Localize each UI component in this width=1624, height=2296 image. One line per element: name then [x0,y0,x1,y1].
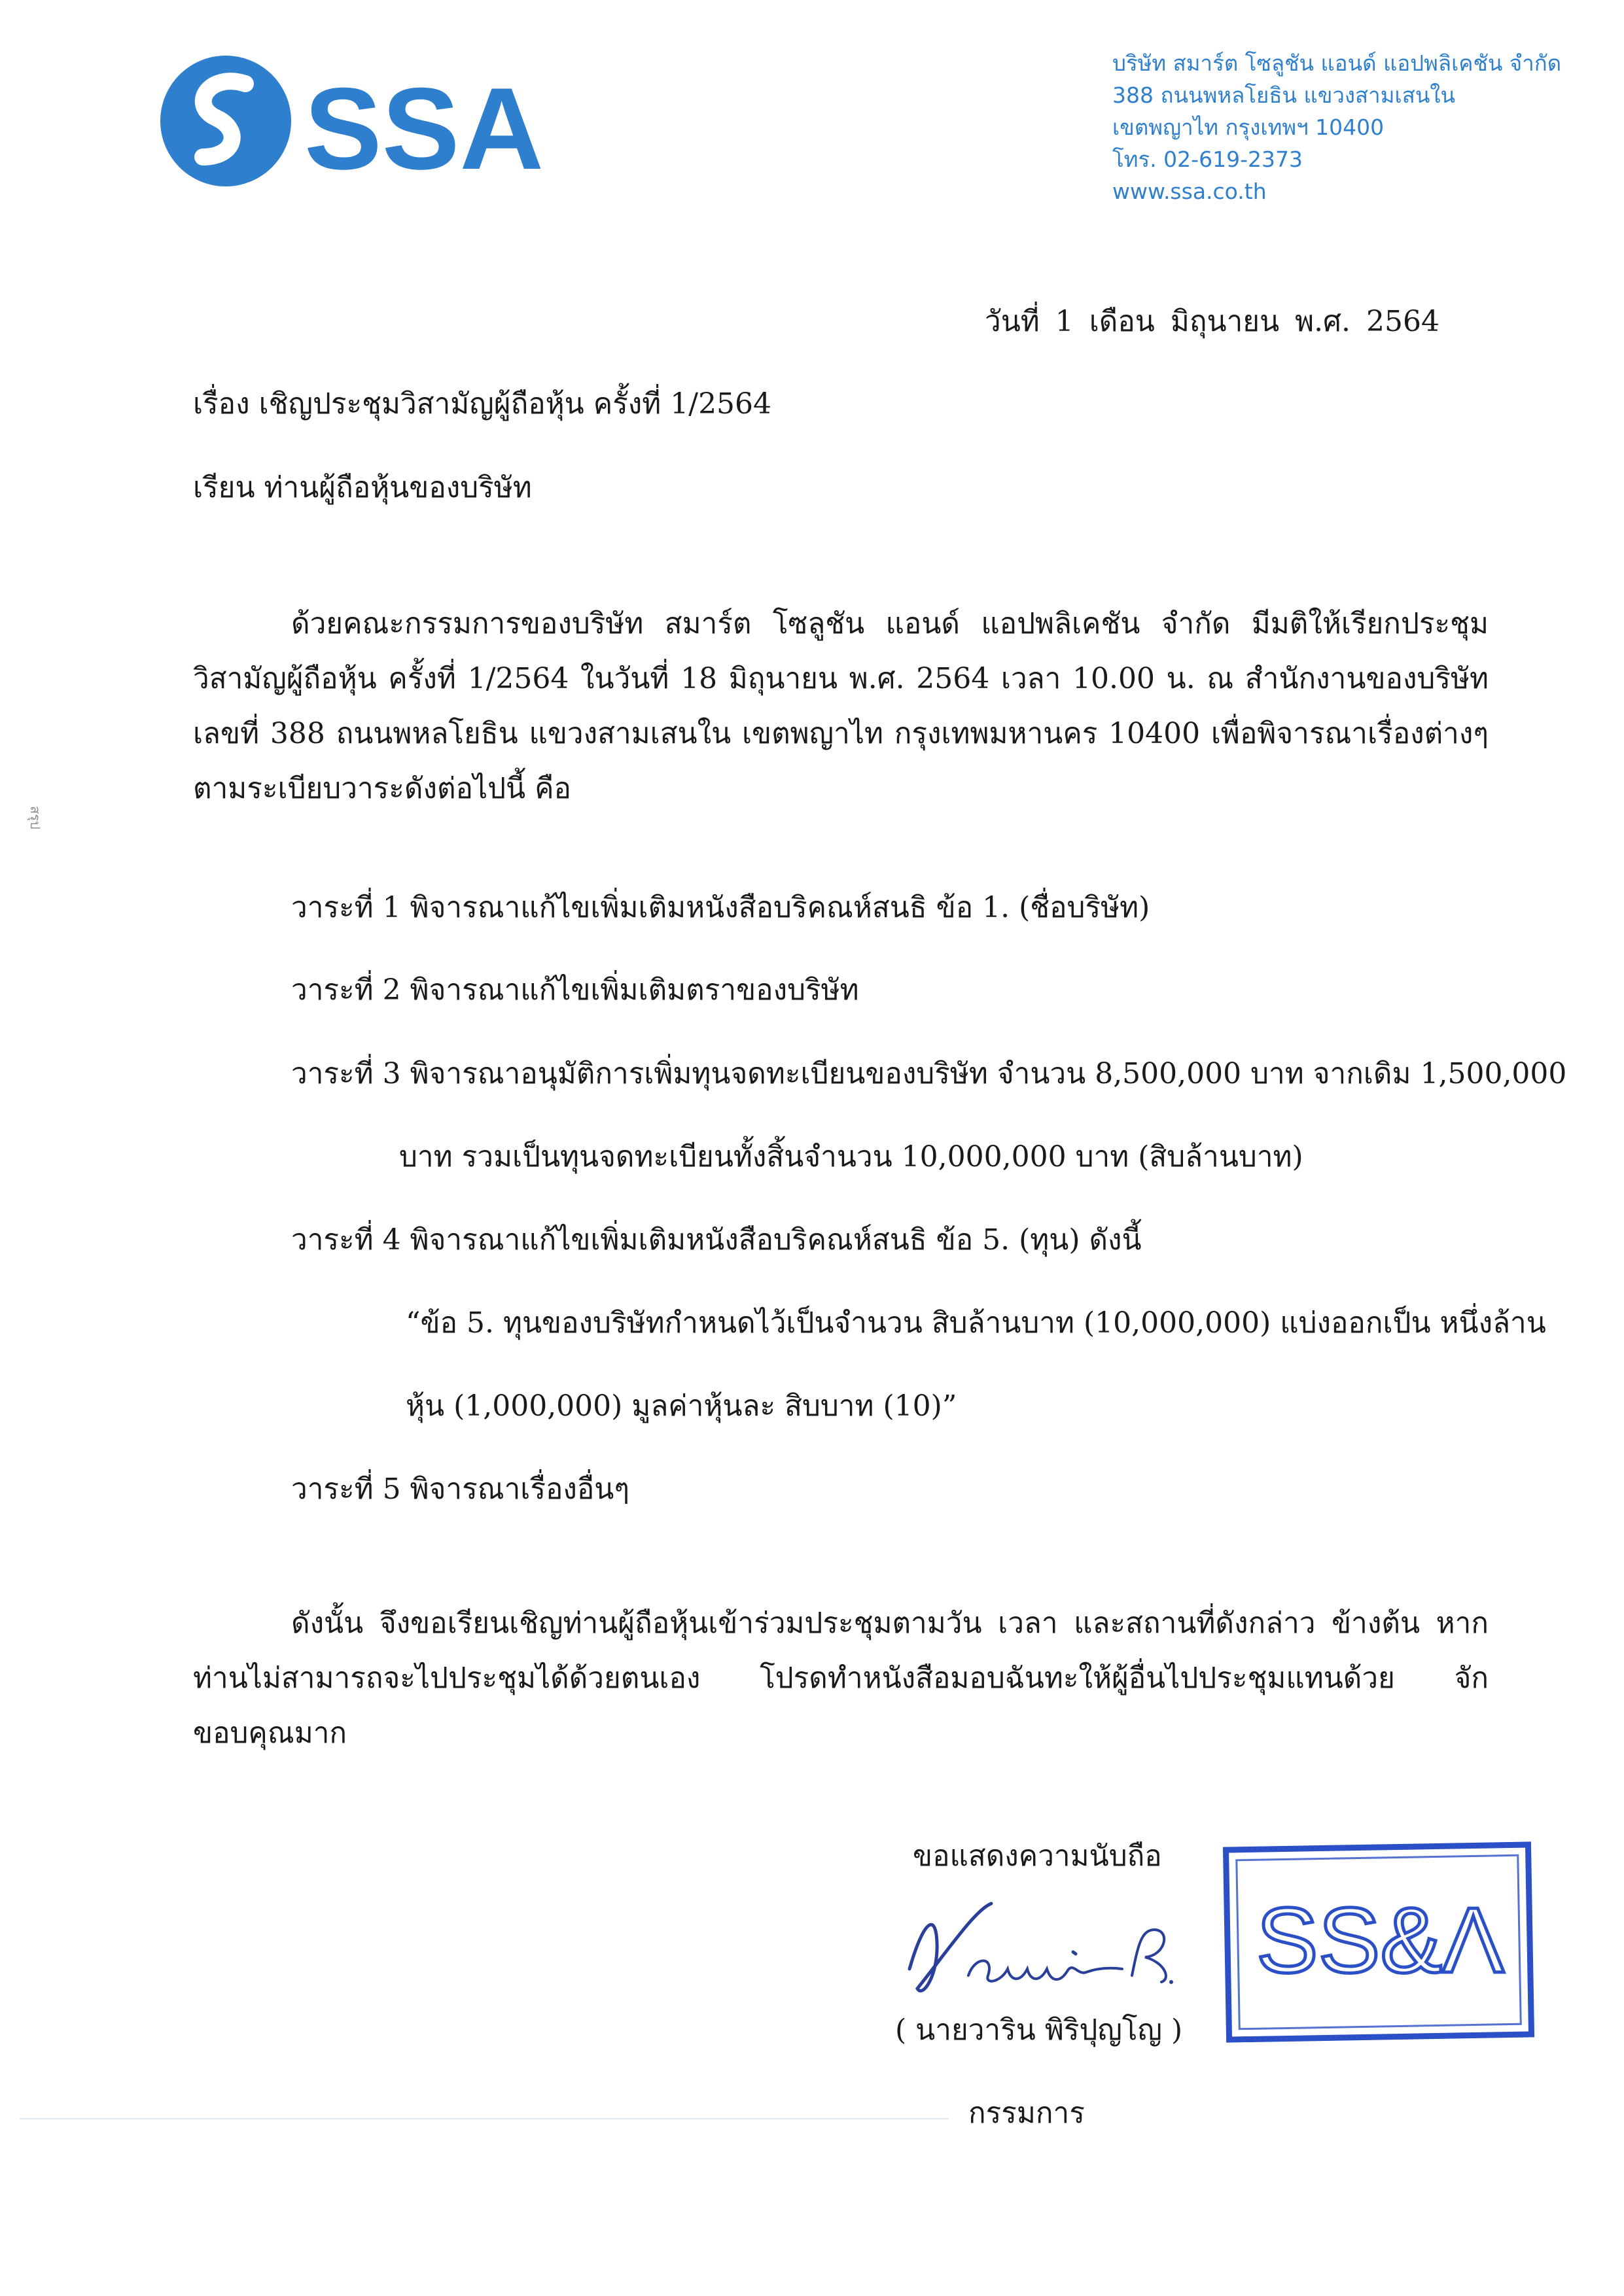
agenda-item-4-quote-continued: หุ้น (1,000,000) มูลค่าหุ้นละ สิบบาท (10)” [406,1389,957,1423]
letter-date: วันที่ 1 เดือน มิถุนายน พ.ศ. 2564 [985,305,1440,338]
company-info [1112,47,1597,207]
margin-mark: สรุป [27,806,43,829]
intro-paragraph: ด้วยคณะกรรมการของบริษัท สมาร์ต โซลูชัน แอนด์ แอปพลิเคชัน จำกัด มีมติให้เรียกประชุมวิสามัญผู้ถือหุ้น ครั้งที่ 1/2564 ในวันที่ 18 มิถุนายน พ.ศ. 2564 เวลา 10.00 น. ณ สำนักงานของบริษัท เลขที่ 388 ถนนพหลโยธิน แขวงสามเสนใน เขตพญาไท กรุงเทพมหานคร 10400 เพื่อพิจารณาเรื่องต่างๆ ตามระเบียบวาระดังต่อไปนี้ คือ [193,607,1489,805]
company-address-line1: 388 ถนนพหลโยธิน แขวงสามเสนใน [1112,82,1456,108]
agenda-item-1: วาระที่ 1 พิจารณาแก้ไขเพิ่มเติมหนังสือบริคณห์สนธิ ข้อ 1. (ชื่อบริษัท) [291,891,1150,924]
letter-recipient: เรียน ท่านผู้ถือหุ้นของบริษัท [193,471,532,504]
agenda-item-3: วาระที่ 3 พิจารณาอนุมัติการเพิ่มทุนจดทะเบียนของบริษัท จำนวน 8,500,000 บาท จากเดิม 1,500,000 [291,1057,1567,1090]
logo-wordmark: SSA [304,63,544,194]
closing-paragraph: ดังนั้น จึงขอเรียนเชิญท่านผู้ถือหุ้นเข้าร่วมประชุมตามวัน เวลา และสถานที่ดังกล่าว ข้างต้น หากท่านไม่สามารถจะไปประชุมได้ด้วยตนเอง โปรดทำหนังสือมอบฉันทะให้ผู้อื่นไปประชุมแทนด้วย จักขอบคุณมาก [193,1607,1489,1750]
signer-title: กรรมการ [968,2096,1085,2130]
company-stamp [1222,1838,1536,2044]
agenda-item-2: วาระที่ 2 พิจารณาแก้ไขเพิ่มเติมตราของบริษัท [291,973,859,1007]
agenda-item-4: วาระที่ 4 พิจารณาแก้ไขเพิ่มเติมหนังสือบริคณห์สนธิ ข้อ 5. (ทุน) ดังนี้ [291,1223,1142,1257]
closing-regards: ขอแสดงความนับถือ [913,1839,1162,1873]
company-name: บริษัท สมาร์ต โซลูชัน แอนด์ แอปพลิเคชัน จำกัด [1112,50,1562,76]
company-logo [157,52,544,196]
signer-name: ( นายวาริน พิริปุญโญ ) [895,2013,1183,2047]
faint-divider [20,2118,949,2119]
agenda-item-3-continued: บาท รวมเป็นทุนจดทะเบียนทั้งสิ้นจำนวน 10,000,000 บาท (สิบล้านบาท) [399,1140,1303,1174]
company-phone: โทร. 02-619-2373 [1112,147,1303,172]
stamp-wordmark: SS&Λ [1256,1888,1504,1992]
agenda-item-4-quote: “ข้อ 5. ทุนของบริษัทกำหนดไว้เป็นจำนวน สิบล้านบาท (10,000,000) แบ่งออกเป็น หนึ่งล้าน [406,1306,1546,1340]
letter-subject: เรื่อง เชิญประชุมวิสามัญผู้ถือหุ้น ครั้งที่ 1/2564 [193,387,772,421]
company-website: www.ssa.co.th [1112,179,1267,204]
handwritten-signature [896,1884,1197,2008]
ssa-swirl-icon [157,52,544,196]
agenda-item-5: วาระที่ 5 พิจารณาเรื่องอื่นๆ [291,1472,630,1506]
company-address-line2: เขตพญาไท กรุงเทพฯ 10400 [1112,114,1385,140]
